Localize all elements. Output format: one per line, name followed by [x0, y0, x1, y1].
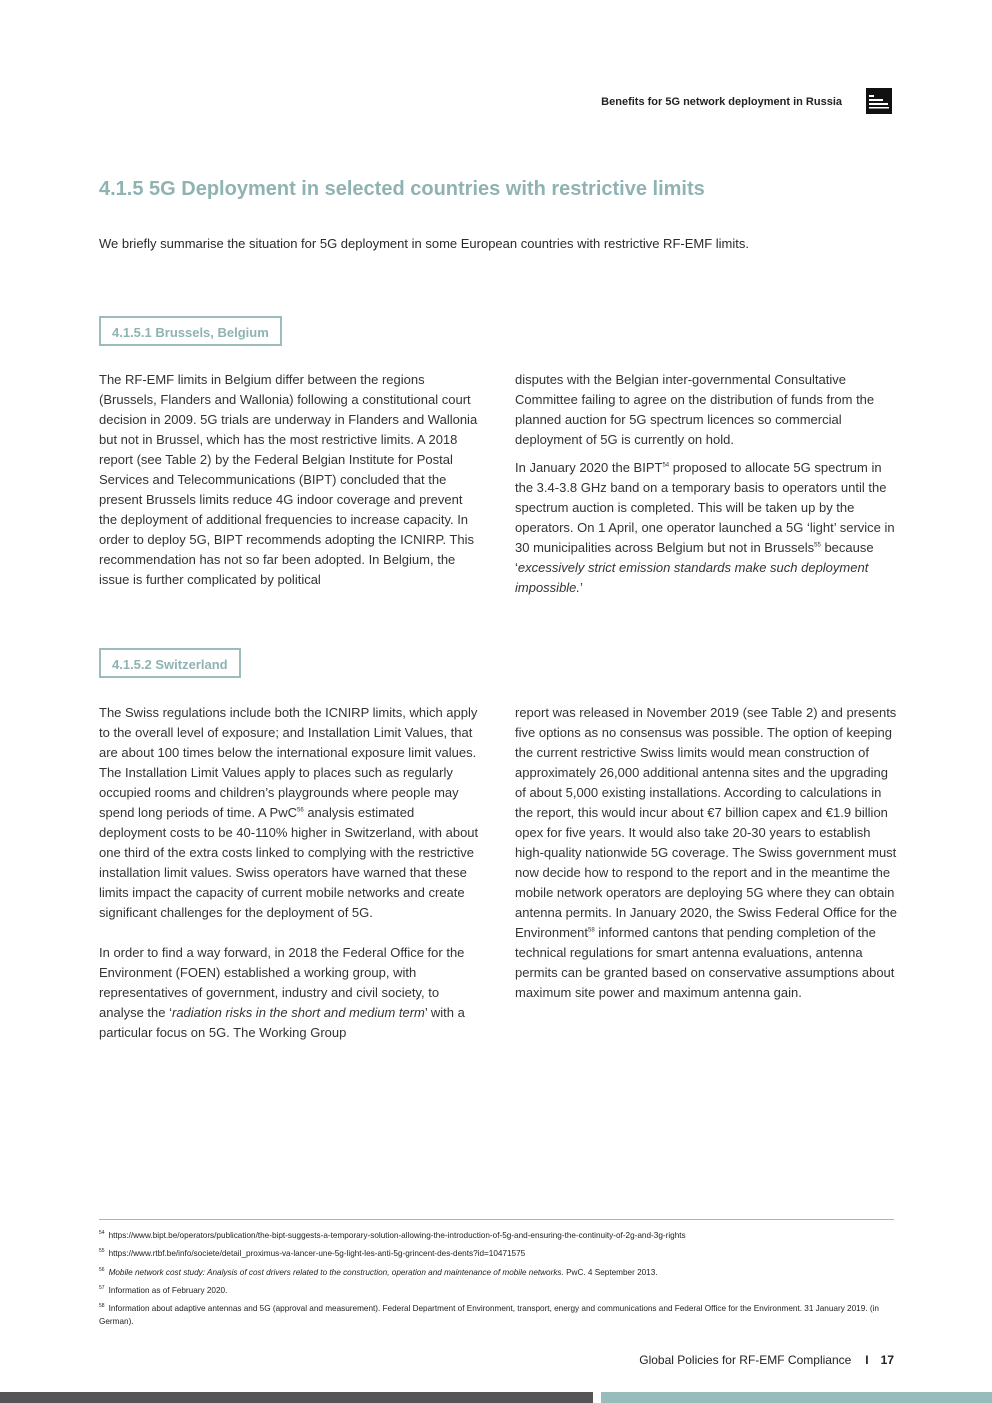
switzerland-left-column [99, 703, 484, 1063]
footnote-number: 57 [99, 1285, 105, 1292]
footer-bar-light [601, 1392, 992, 1403]
belgium-left-column [99, 370, 484, 610]
footnote-text: Information about adaptive antennas and 5G (approval and measurement). Federal Department of Environment, transport, energy and communications and Federal Office for the Environment. 31 January 2019. (in German). [99, 1304, 879, 1326]
text-run: informed cantons that pending completion of the technical regulations for smart antenna evaluations, antenna permits can be granted based on conservative assumptions about maximum site power and maximum antenna gain. [515, 925, 895, 1000]
text-run: proposed to allocate 5G spectrum in the 3.4-3.8 GHz band on a temporary basis to operators until the spectrum auction is completed. This will be taken up by the operators. On 1 April, one operator launched a 5G ‘light’ service in 30 municipalities across Belgium but not in Brussels [515, 460, 895, 555]
footnote-ref: 56 [297, 807, 304, 814]
footnote [99, 1229, 889, 1242]
footnote-ref: 54 [662, 462, 670, 469]
footnote-number: 56 [99, 1267, 105, 1274]
footnote [99, 1247, 889, 1260]
text-run: ’ with a particular focus on 5G. The Working Group [99, 1005, 465, 1040]
stacked-bars-logo-icon [866, 88, 892, 114]
footnote-ref: 58 [587, 927, 595, 934]
footer-doc-title: Global Policies for RF-EMF Compliance [639, 1353, 852, 1367]
switzerland-paragraph-1 [99, 703, 484, 923]
footnote [99, 1284, 889, 1297]
footnote-number: 54 [99, 1230, 105, 1237]
footer-separator: I [865, 1353, 869, 1367]
page-number: 17 [880, 1353, 894, 1367]
footnote-text: Information as of February 2020. [108, 1286, 228, 1295]
footnote [99, 1266, 889, 1279]
switzerland-right-column [515, 703, 900, 1023]
belgium-paragraph-3 [515, 458, 900, 598]
subsection-heading-belgium: 4.1.5.1 Brussels, Belgium [99, 316, 282, 346]
footnote-link[interactable]: https://www.rtbf.be/info/societe/detail_proximus-va-lancer-une-5g-light-les-anti-5g-grincent-des-dents?id=10471575 [108, 1249, 526, 1258]
switzerland-paragraph-3 [515, 703, 900, 1003]
belgium-right-column [515, 370, 900, 618]
footer-bar-dark [0, 1392, 593, 1403]
footnote-ref: 55 [814, 542, 821, 549]
footnote-divider [99, 1219, 894, 1220]
quote: excessively strict emission standards make such deployment impossible. [515, 560, 869, 595]
footnote-number: 58 [99, 1303, 105, 1310]
section-title: 4.1.5 5G Deployment in selected countries with restrictive limits [99, 178, 705, 200]
text-run: ’ [580, 580, 583, 595]
text-run: because ‘ [515, 540, 874, 575]
text-run: analysis estimated deployment costs to be 40-110% higher in Switzerland, with about one third of the extra costs linked to complying with the restrictive installation limit values. Swiss operators have warned that these limits impact the capacity of current mobile networks and create significant challenges for the deployment of 5G. [99, 805, 479, 920]
running-header: Benefits for 5G network deployment in Russia [601, 96, 842, 108]
footnote-number: 55 [99, 1248, 105, 1255]
text-run: report was released in November 2019 (see Table 2) and presents five options as no consensus was possible. The option of keeping the current restrictive Swiss limits would mean construction of approximately 26,000 additional antenna sites and the upgrading of about 5,000 existing installations. According to calculations in the report, this would incur about €7 billion capex and €1.9 billion opex for five years. It would also take 20-30 years to establish high-quality nationwide 5G coverage. The Swiss government must now decide how to respond to the report and in the meantime the mobile network operators are deploying 5G where they can obtain antenna permits. In January 2020, the Swiss Federal Office for the Environment [515, 705, 898, 940]
footnote [99, 1302, 889, 1328]
section-intro: We briefly summarise the situation for 5G deployment in some European countries with restrictive RF-EMF limits. [99, 236, 749, 251]
footnote-text: PwC. 4 September 2013. [563, 1268, 658, 1277]
switzerland-paragraph-2 [99, 943, 484, 1043]
text-run: In January 2020 the BIPT [515, 460, 663, 475]
text-run: In order to find a way forward, in 2018 the Federal Office for the Environment (FOEN) established a working group, with representatives of government, industry and civil society, to analyse the ‘ [99, 945, 465, 1020]
footnote-link[interactable]: https://www.bipt.be/operators/publication/the-bipt-suggests-a-temporary-solution-allowing-the-introduction-of-5g-and-ensuring-the-continuity-of-2g-and-3g-rights [108, 1231, 686, 1240]
subsection-heading-switzerland: 4.1.5.2 Switzerland [99, 648, 241, 678]
quote: radiation risks in the short and medium term [172, 1005, 425, 1020]
text-run: The Swiss regulations include both the ICNIRP limits, which apply to the overall level of exposure; and Installation Limit Values, that are about 100 times below the international exposure limit values. The Installation Limit Values apply to places such as regularly occupied rooms and children’s playgrounds where people may spend long periods of time. A PwC [99, 705, 478, 820]
belgium-paragraph-1: The RF-EMF limits in Belgium differ between the regions (Brussels, Flanders and Wallonia) following a constitutional court decision in 2009. 5G trials are underway in Flanders and Wallonia but not in Brussel, which has the most restrictive limits. A 2018 report (see Table 2) by the Federal Belgian Institute for Postal Services and Telecommunications (BIPT) concluded that the present Brussels limits reduce 4G indoor coverage and prevent the deployment of additional frequencies to increase capacity. In order to deploy 5G, BIPT recommends adopting the ICNIRP. This recommendation has not so far been adopted. In Belgium, the issue is further complicated by political [99, 372, 478, 587]
belgium-paragraph-2: disputes with the Belgian inter-governmental Consultative Committee failing to agree on the distribution of funds from the planned auction for 5G spectrum licences so commercial deployment of 5G is currently on hold. [515, 372, 875, 447]
page-footer [639, 1353, 894, 1367]
footnote-title: Mobile network cost study: Analysis of cost drivers related to the construction, operation and maintenance of mobile networks. [108, 1268, 564, 1277]
